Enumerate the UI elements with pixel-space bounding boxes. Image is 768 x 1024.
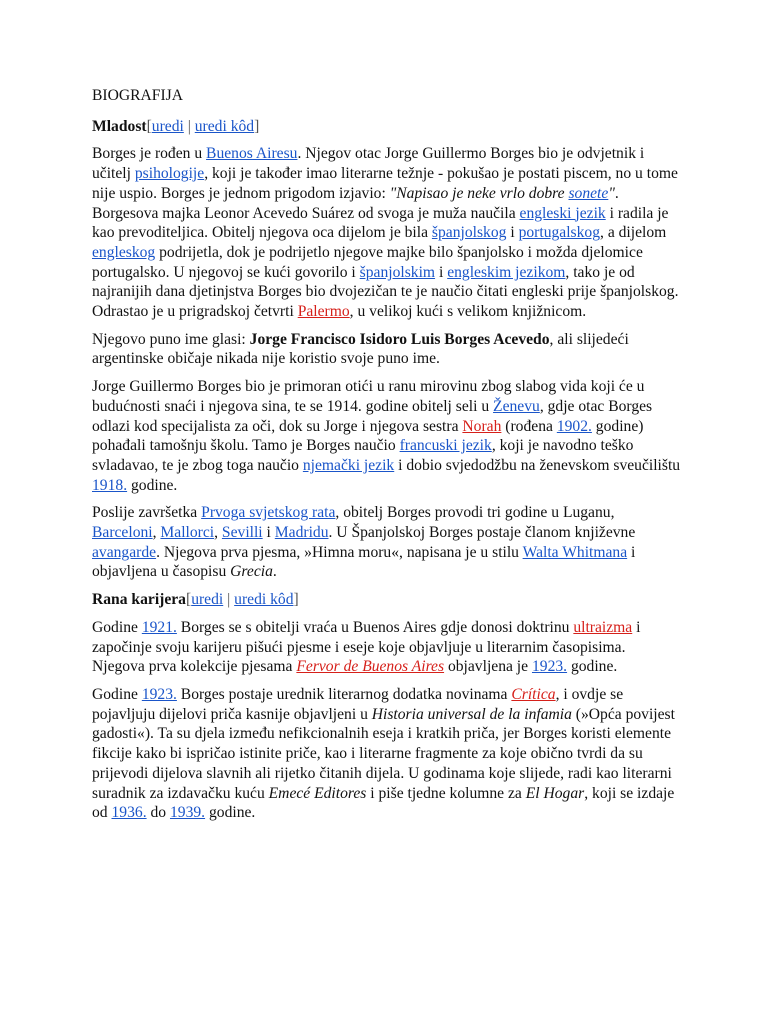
section-heading-rana-karijera (92, 590, 682, 610)
text-run: Borges se s obitelji vraća u Buenos Aires gdje donosi doktrinu (176, 618, 574, 636)
text-run: objavljena je (444, 658, 532, 676)
text-run: i radila je kao prevoditeljica. Obitelj njegova oca dijelom je bila (92, 204, 669, 242)
edit-link-separator: | (223, 591, 235, 609)
text-run: i (506, 224, 519, 242)
bracket-close: ] (254, 117, 260, 135)
paragraph (92, 330, 682, 369)
text-run: Godine (92, 618, 142, 636)
wiki-link[interactable]: 1936. (111, 804, 147, 822)
missing-article-link[interactable]: Palermo (297, 303, 350, 321)
paragraph (92, 685, 682, 823)
text-run: godine. (567, 658, 618, 676)
text-run: Borges je rođen u (92, 145, 207, 163)
text-run: , ali slijedeći argentinske običaje nikada nije koristio svoje puno ime. (92, 330, 629, 368)
wiki-link[interactable]: engleski jezik (519, 204, 606, 222)
wiki-link[interactable]: Sevilli (221, 524, 263, 542)
text-run: , gdje otac Borges odlazi kod specijalista za oči, dok su Jorge i njegova sestra (92, 397, 653, 435)
edit-source-link[interactable]: uredi kôd (234, 591, 294, 609)
text-run: " (608, 184, 615, 202)
edit-source-link[interactable]: uredi kôd (194, 117, 255, 135)
text-run: i započinje svoju karijeru pišući pjesme i eseje koje objavljuje u literarnim časopisima. Njegova prva kolekcije pjesama (92, 618, 641, 676)
text-run: godine. (127, 476, 178, 494)
text-run: , tako je od najranijih dana djetinjstva Borges bio dvojezičan te je naučio čitati engleski prije španjolskog. Odrastao je u prigradskoj četvrti (92, 263, 679, 321)
missing-article-link[interactable]: Fervor de Buenos Aires (296, 658, 445, 676)
text-run: Njegovo puno ime glasi: (92, 330, 250, 348)
text-run: i dobio svjedodžbu na ženevskom sveučilištu (394, 456, 681, 474)
text-run: Historia universal de la infamia (371, 705, 572, 723)
wiki-link[interactable]: Mallorci (160, 524, 215, 542)
bracket-close: ] (293, 591, 299, 609)
text-run: (»Opća povijest gadosti«). Ta su djela između nefikcionalnih eseja i kratkih priča, jer Borges koristi elemente fikcije kako bi ispričao istinite priče, kao i literarne fragmente za koje obično tvrdi da su prijevodi dijelova slavnih ali rijetko čitanih dijela. U godinama koje slijede, radi kao literarni suradnik za izdavačku kuću (92, 705, 675, 802)
section-heading-mladost (92, 117, 682, 137)
page-title: BIOGRAFIJA (92, 87, 183, 104)
paragraph (92, 618, 682, 677)
text-run: , koji se izdaje od (92, 784, 675, 822)
wiki-link[interactable]: Buenos Airesu (206, 145, 298, 163)
edit-link-separator: | (183, 117, 195, 135)
wiki-link[interactable]: 1939. (169, 804, 206, 822)
document-page (92, 86, 682, 831)
text-run: (rođena (501, 417, 557, 435)
paragraph (92, 144, 682, 321)
text-run: . Njegova prva pjesma, »Himna moru«, napisana je u stilu (156, 543, 523, 561)
text-run: i (435, 263, 448, 281)
wiki-link[interactable]: 1902. (556, 417, 592, 435)
missing-article-link[interactable]: ultraizma (573, 618, 633, 636)
text-run: , koji je navodno teško svladavao, te je zbog toga naučio (92, 437, 634, 474)
document-sections (92, 117, 682, 823)
wiki-link[interactable]: engleskim jezikom (447, 263, 566, 281)
wiki-link[interactable]: 1923. (531, 658, 568, 676)
text-run: . U Španjolskoj Borges postaje članom književne (328, 524, 636, 542)
text-run: . Borgesova majka Leonor Acevedo Suárez od svoga je muža naučila (92, 184, 619, 222)
missing-article-link[interactable]: Crítica (511, 685, 556, 703)
wiki-link[interactable]: španjolskim (359, 263, 436, 281)
wiki-link[interactable]: francuski jezik (399, 437, 492, 455)
wiki-link[interactable]: 1918. (92, 476, 128, 494)
text-run: Godine (92, 685, 142, 703)
text-run: Grecia (230, 563, 273, 581)
section-heading-text: Mladost (92, 117, 147, 135)
text-run: Jorge Guillermo Borges bio je primoran otići u ranu mirovinu zbog slabog vida koji će u budućnosti snaći i njegova sina, te se 1914. godine obitelj seli u (92, 378, 645, 415)
wiki-link[interactable]: avangarde (92, 543, 157, 561)
wiki-link[interactable]: portugalskog (518, 224, 601, 242)
paragraph (92, 377, 682, 495)
bracket-open: [ (146, 117, 152, 135)
wiki-link[interactable]: Walta Whitmana (522, 543, 628, 561)
wiki-link[interactable]: 1921. (141, 618, 177, 636)
text-run: . Njegov otac Jorge Guillermo Borges bio je odvjetnik i učitelj (92, 145, 645, 183)
paragraph (92, 503, 682, 582)
text-run: i objavljena u časopisu (92, 543, 636, 581)
text-run: , koji je također imao literarne težnje - pokušao je postati piscem, no u tome nije uspio. Borges je jednom prigodom izjavio: (92, 165, 678, 202)
text-run: godine. (205, 804, 256, 822)
wiki-link[interactable]: Prvoga svjetskog rata (201, 504, 336, 522)
text-run: , u velikoj kući s velikom knjižnicom. (349, 303, 587, 321)
wiki-link[interactable]: Barceloni (92, 524, 153, 542)
text-run: , obitelj Borges provodi tri godine u Luganu, (335, 504, 615, 522)
wiki-link[interactable]: Ženevu (493, 397, 540, 415)
text-run: do (146, 804, 170, 822)
text-run: . (272, 563, 277, 581)
text-run: "Napisao je neke vrlo dobre (389, 184, 569, 202)
text-run: , i ovdje se pojavljuju dijelovi priča kasnije objavljeni u (92, 685, 624, 723)
wiki-link[interactable]: njemački jezik (302, 456, 395, 474)
text-run: Jorge Francisco Isidoro Luis Borges Acevedo (249, 330, 550, 348)
wiki-link[interactable]: 1923. (141, 685, 177, 703)
bracket-open: [ (185, 591, 192, 609)
text-run: podrijetla, dok je podrijetlo njegove majke bilo španjolsko i možda djelomice portugalsko. U njegovoj se kući govorilo i (92, 243, 643, 281)
missing-article-link[interactable]: Norah (462, 417, 502, 435)
wiki-link[interactable]: psihologije (134, 165, 205, 183)
text-run: Borges postaje urednik literarnog dodatka novinama (176, 685, 512, 703)
text-run: El Hogar (525, 784, 585, 802)
wiki-link[interactable]: sonete (568, 184, 609, 202)
text-run: i (262, 524, 275, 542)
wiki-link[interactable]: španjolskog (431, 224, 507, 242)
text-run: Emecé Editores (268, 784, 367, 802)
section-heading-text: Rana karijera (92, 591, 186, 609)
wiki-link[interactable]: Madridu (274, 524, 329, 542)
text-run: godine) pohađali tamošnju školu. Tamo je Borges naučio (92, 417, 644, 455)
text-run: Poslije završetka (92, 504, 202, 522)
wiki-link[interactable]: engleskog (92, 243, 156, 261)
text-run: , a dijelom (600, 224, 667, 242)
text-run: , (152, 524, 161, 542)
text-run: , (214, 524, 222, 542)
text-run: i piše tjedne kolumne za (366, 784, 526, 802)
edit-section-link[interactable]: uredi (151, 117, 184, 135)
edit-section-link[interactable]: uredi (191, 591, 224, 609)
